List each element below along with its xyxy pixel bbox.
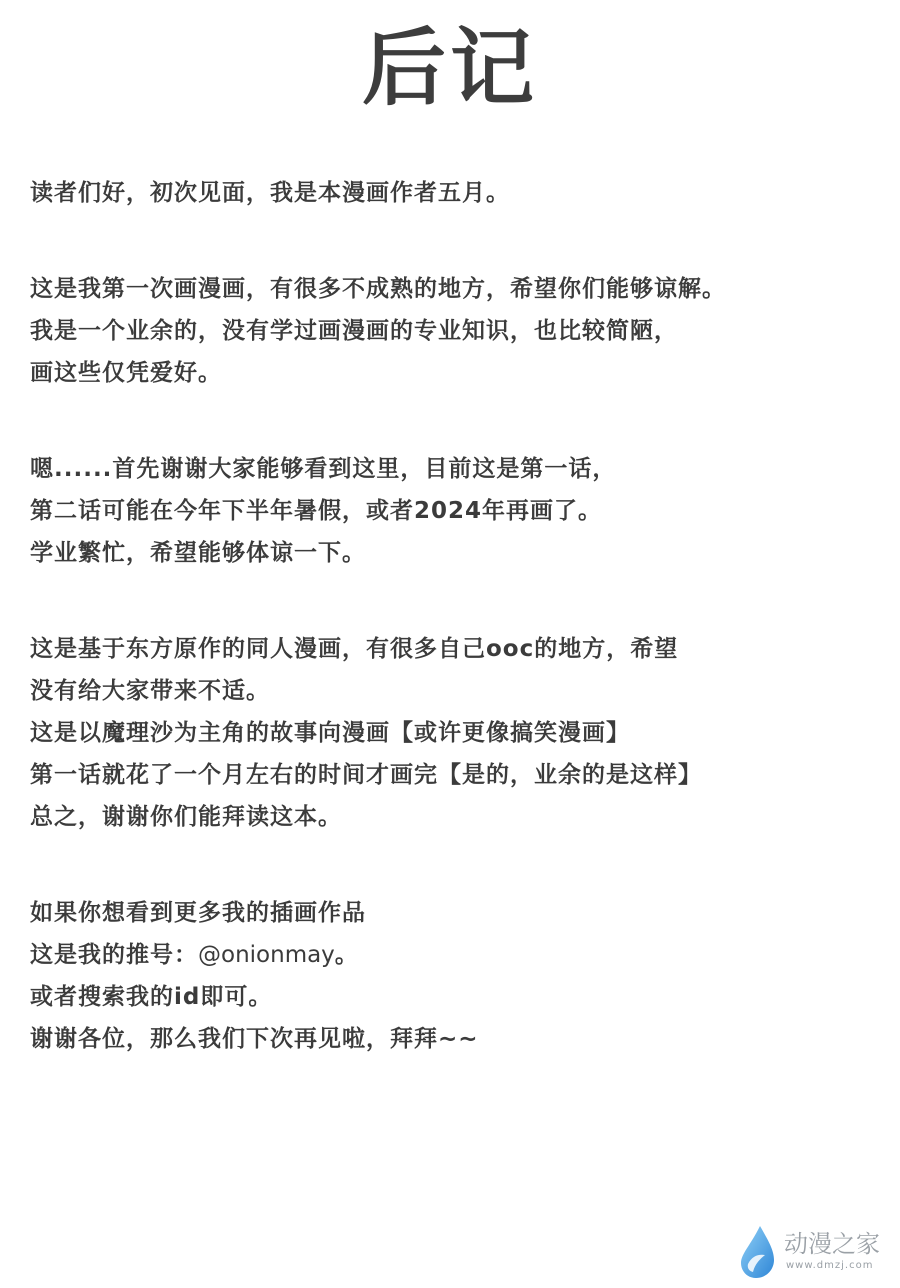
contact-prefix: 这是我的推号： — [30, 942, 198, 968]
paragraph-gap — [30, 838, 870, 892]
text-line: 总之，谢谢你们能拜读这本。 — [30, 804, 342, 830]
text-line: 没有给大家带来不适。 — [30, 678, 270, 704]
watermark-url: www.dmzj.com — [786, 1260, 874, 1271]
text-line: 学业繁忙，希望能够体谅一下。 — [30, 540, 366, 566]
text-line: 这是以魔理沙为主角的故事向漫画【或许更像搞笑漫画】 — [30, 720, 630, 746]
droplet-logo-icon — [738, 1224, 778, 1280]
paragraph-gap — [30, 214, 870, 268]
text-line: 谢谢各位，那么我们下次再见啦，拜拜~~ — [30, 1026, 479, 1052]
watermark-site-name: 动漫之家 — [784, 1230, 880, 1258]
paragraph-gap — [30, 394, 870, 448]
site-watermark — [738, 1224, 888, 1280]
text-line: 第一话就花了一个月左右的时间才画完【是的，业余的是这样】 — [30, 762, 702, 788]
contact-line — [30, 934, 870, 976]
text-line: 嗯......首先谢谢大家能够看到这里，目前这是第一话， — [30, 456, 617, 482]
text-line: 画这些仅凭爱好。 — [30, 360, 222, 386]
text-line: 第二话可能在今年下半年暑假，或者2024年再画了。 — [30, 498, 603, 524]
text-line: 如果你想看到更多我的插画作品 — [30, 900, 366, 926]
paragraph-gap — [30, 574, 870, 628]
text-line: 我是一个业余的，没有学过画漫画的专业知识，也比较简陋， — [30, 318, 678, 344]
page-title: 后记 — [361, 19, 538, 117]
text-line: 这是我第一次画漫画，有很多不成熟的地方，希望你们能够谅解。 — [30, 276, 726, 302]
text-line: 或者搜索我的id即可。 — [30, 984, 273, 1010]
text-line: 这是基于东方原作的同人漫画，有很多自己ooc的地方，希望 — [30, 636, 679, 662]
contact-suffix: 。 — [334, 942, 359, 968]
afterword-body — [30, 172, 870, 1060]
twitter-handle: @onionmay — [198, 942, 335, 968]
text-line: 读者们好，初次见面，我是本漫画作者五月。 — [30, 180, 510, 206]
